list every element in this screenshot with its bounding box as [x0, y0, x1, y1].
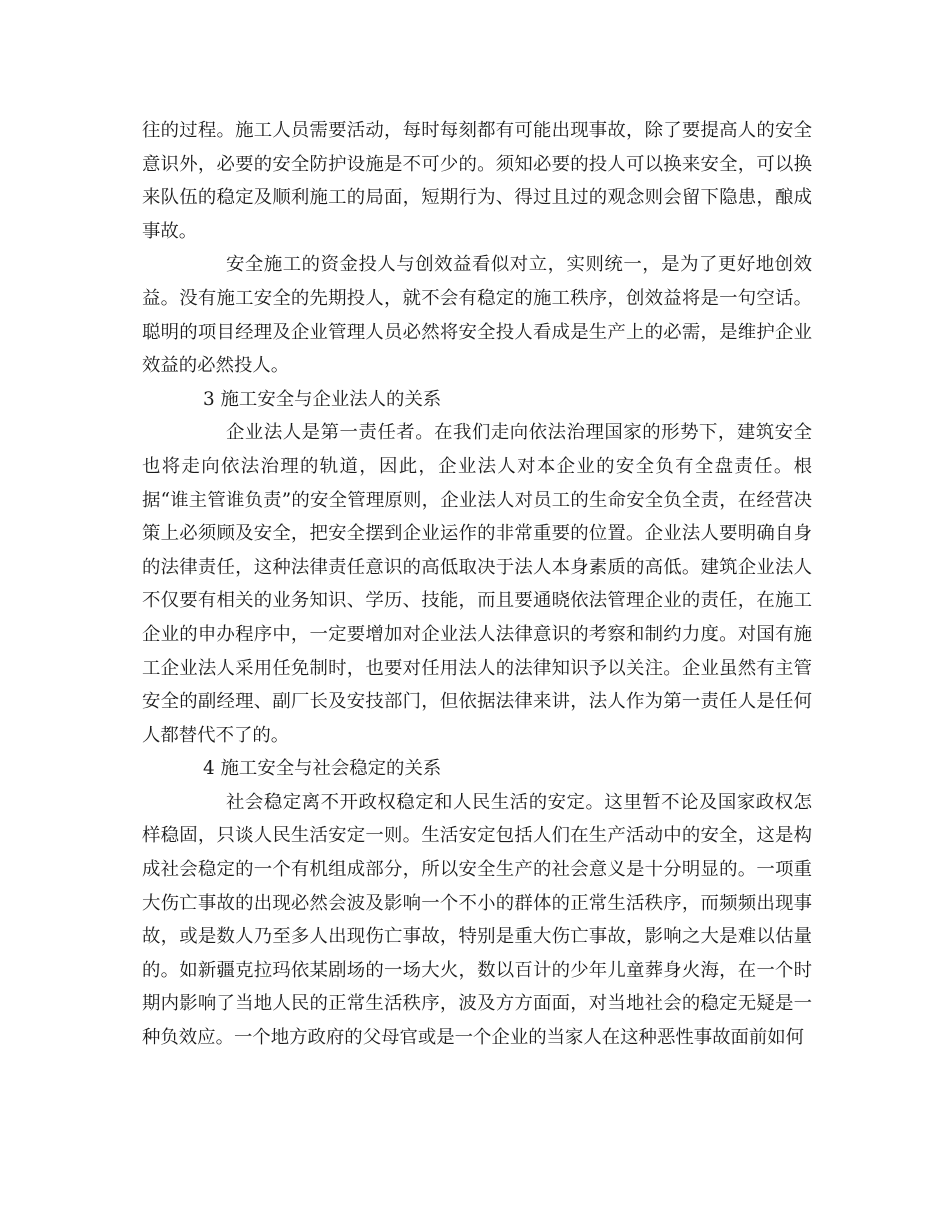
paragraph-legal-person: 企业法人是第一责任者。在我们走向依法治理国家的形势下，建筑安全也将走向依法治理的轨道，因此，企业法人对本企业的安全负有全盘责任。根据“谁主管谁负责”的安全管理原则，企业法人对员工的生命安全负全责，在经营决策上必须顾及安全，把安全摆到企业运作的非常重要的位置。企业法人要明确自身的法律责任，这种法律责任意识的高低取决于法人本身素质的高低。建筑企业法人不仅要有相关的业务知识、学历、技能，而且要通晓依法管理企业的责任，在施工企业的申办程序中，一定要增加对企业法人法律意识的考察和制约力度。对国有施工企业法人采用任免制时，也要对任用法人的法律知识予以关注。企业虽然有主管安全的副经理、副厂长及安技部门，但依据法律来讲，法人作为第一责任人是任何人都替代不了的。 — [142, 422, 812, 746]
section-heading-4: 4 施工安全与社会稳定的关系 — [203, 758, 442, 780]
document-body — [142, 114, 812, 1055]
paragraph-investment: 安全施工的资金投人与创效益看似对立，实则统一，是为了更好地创效益。没有施工安全的先期投人，就不会有稳定的施工秩序，创效益将是一句空话。聪明的项目经理及企业管理人员必然将安全投人看成是生产上的必需，是维护企业效益的必然投人。 — [142, 254, 812, 377]
paragraph-social-stability: 社会稳定离不开政权稳定和人民生活的安定。这里暂不论及国家政权怎样稳固，只谈人民生活安定一则。生活安定包括人们在生产活动中的安全，这是构成社会稳定的一个有机组成部分，所以安全生产的社会意义是十分明显的。一项重大伤亡事故的出现必然会波及影响一个不小的群体的正常生活秩序，而频频出现事故，或是数人乃至多人出现伤亡事故，特别是重大伤亡事故，影响之大是难以估量的。如新疆克拉玛依某剧场的一场大火，数以百计的少年儿童葬身火海，在一个时期内影响了当地人民的正常生活秩序，波及方方面面，对当地社会的稳定无疑是一种负效应。一个地方政府的父母官或是一个企业的当家人在这种恶性事故面前如何 — [142, 791, 812, 1049]
section-heading-3: 3 施工安全与企业法人的关系 — [203, 388, 442, 410]
paragraph-continuation: 往的过程。施工人员需要活动，每时每刻都有可能出现事故，除了要提高人的安全意识外，必要的安全防护设施是不可少的。须知必要的投人可以换来安全，可以换来队伍的稳定及顺利施工的局面，短期行为、得过且过的观念则会留下隐患，酿成事故。 — [142, 120, 812, 242]
